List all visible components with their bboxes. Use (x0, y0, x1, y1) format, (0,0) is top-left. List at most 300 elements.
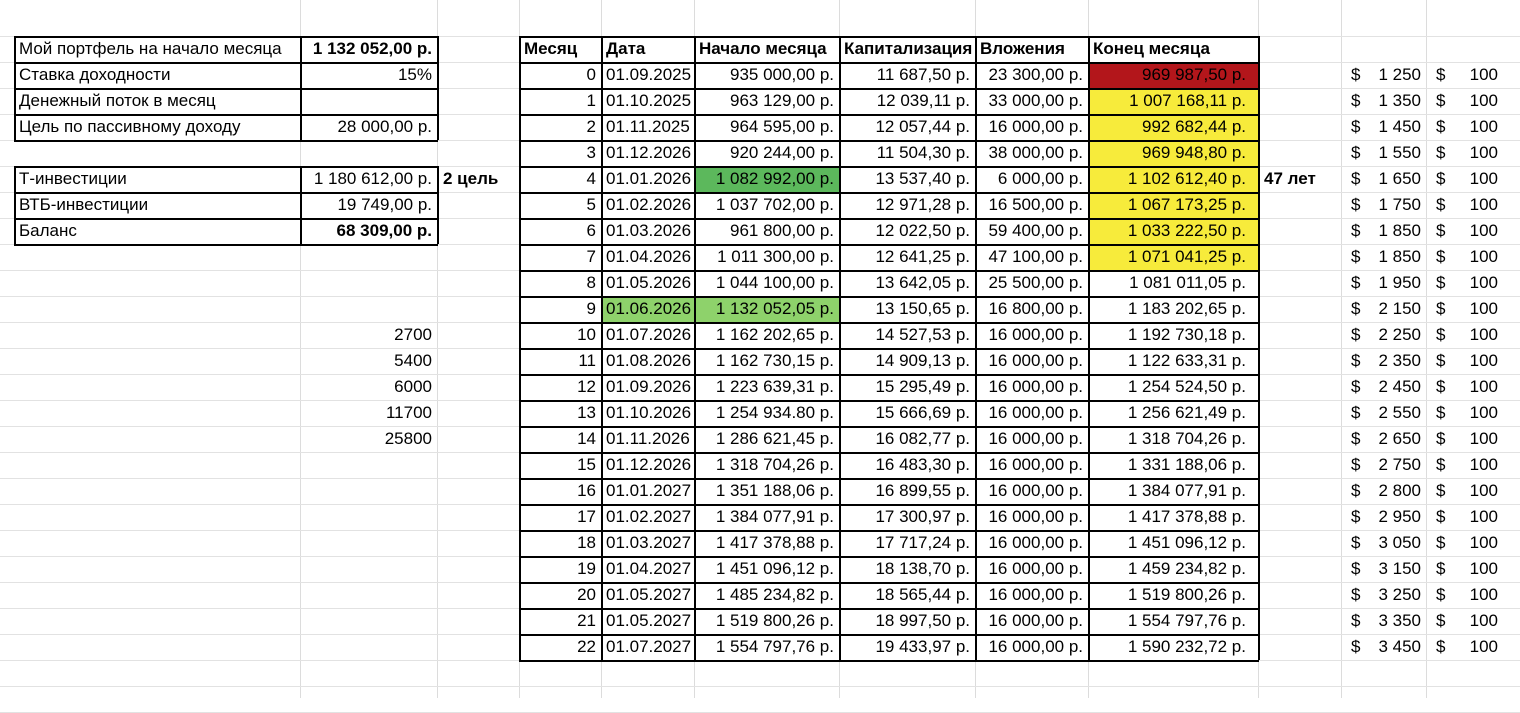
dollar-amount-2[interactable]: 100 (1469, 195, 1498, 214)
dollar-symbol[interactable]: $ (1351, 273, 1361, 292)
summary-label[interactable]: Мой портфель на начало месяца (19, 39, 282, 58)
dollar-symbol[interactable]: $ (1436, 533, 1446, 552)
table-cell-inv[interactable]: 16 000,00 р. (988, 611, 1083, 630)
table-cell-cap[interactable]: 17 717,24 р. (875, 533, 970, 552)
table-cell-inv[interactable]: 16 000,00 р. (988, 585, 1083, 604)
table-border (694, 36, 696, 660)
dollar-amount[interactable]: 3 450 (1378, 637, 1421, 656)
table-cell-cap[interactable]: 11 687,50 р. (876, 65, 970, 84)
table-cell-start[interactable]: 1 162 730,15 р. (715, 351, 834, 370)
summary-label[interactable]: Денежный поток в месяц (19, 91, 216, 110)
dollar-symbol[interactable]: $ (1436, 299, 1446, 318)
table-cell-cap[interactable]: 13 642,05 р. (875, 273, 970, 292)
dollar-amount[interactable]: 2 800 (1378, 481, 1421, 500)
dollar-symbol[interactable]: $ (1436, 507, 1446, 526)
dollar-amount[interactable]: 2 950 (1378, 507, 1421, 526)
dollar-symbol[interactable]: $ (1351, 299, 1361, 318)
table-cell-end[interactable]: 1 318 704,26 р. (1127, 429, 1246, 448)
table-border (519, 244, 1259, 246)
table-cell-cap[interactable]: 13 150,65 р. (875, 299, 970, 318)
dollar-amount-2[interactable]: 100 (1469, 611, 1498, 630)
table-cell-start[interactable]: 1 451 096,12 р. (715, 559, 834, 578)
table-cell-month[interactable]: 1 (586, 91, 596, 110)
dollar-symbol[interactable]: $ (1351, 117, 1361, 136)
dollar-symbol[interactable]: $ (1351, 637, 1361, 656)
column-header[interactable]: Месяц (524, 39, 578, 58)
table-cell-inv[interactable]: 38 000,00 р. (988, 143, 1083, 162)
table-border (519, 270, 1259, 272)
table-cell-date[interactable]: 01.05.2026 (606, 273, 692, 292)
dollar-amount[interactable]: 3 050 (1378, 533, 1421, 552)
table-cell-date[interactable]: 01.11.2025 (606, 117, 690, 136)
table-cell-start[interactable]: 1 223 639,31 р. (715, 377, 834, 396)
summary-label[interactable]: Цель по пассивному доходу (19, 117, 241, 136)
table-cell-end[interactable]: 1 033 222,50 р. (1088, 218, 1258, 244)
dollar-symbol[interactable]: $ (1436, 169, 1446, 188)
table-cell-inv[interactable]: 16 500,00 р. (988, 195, 1083, 214)
dollar-amount[interactable]: 1 650 (1378, 169, 1421, 188)
table-border (519, 36, 1259, 38)
dollar-amount-2[interactable]: 100 (1469, 169, 1498, 188)
table-cell-start[interactable]: 1 162 202,65 р. (715, 325, 834, 344)
table-cell-inv[interactable]: 33 000,00 р. (988, 91, 1083, 110)
table-border (519, 660, 1259, 662)
summary-value[interactable]: 15% (397, 65, 432, 84)
summary-value[interactable] (301, 88, 437, 114)
accounts-border (14, 166, 16, 244)
table-border (601, 36, 603, 660)
table-cell-month[interactable]: 16 (577, 481, 596, 500)
table-border (519, 530, 1259, 532)
dollar-amount[interactable]: 1 350 (1378, 91, 1421, 110)
table-cell-end[interactable]: 1 554 797,76 р. (1127, 611, 1246, 630)
dollar-symbol[interactable]: $ (1436, 91, 1446, 110)
table-cell-date[interactable]: 01.06.2026 (601, 296, 694, 322)
dollar-symbol[interactable]: $ (1436, 559, 1446, 578)
dollar-symbol[interactable]: $ (1351, 247, 1361, 266)
table-cell-start[interactable]: 1 417 378,88 р. (715, 533, 834, 552)
table-cell-end[interactable]: 1 122 633,31 р. (1127, 351, 1246, 370)
table-cell-cap[interactable]: 12 971,28 р. (875, 195, 970, 214)
table-cell-date[interactable]: 01.01.2026 (606, 169, 692, 188)
table-cell-start[interactable]: 1 132 052,05 р. (694, 296, 839, 322)
dollar-symbol[interactable]: $ (1351, 65, 1361, 84)
table-cell-start[interactable]: 1 254 934.80 р. (715, 403, 834, 422)
dollar-amount-2[interactable]: 100 (1469, 117, 1498, 136)
dollar-symbol[interactable]: $ (1351, 585, 1361, 604)
table-border (519, 608, 1259, 610)
table-cell-end[interactable]: 1 254 524,50 р. (1127, 377, 1246, 396)
table-cell-inv[interactable]: 16 000,00 р. (988, 377, 1083, 396)
dollar-amount-2[interactable]: 100 (1469, 455, 1498, 474)
table-cell-month[interactable]: 21 (577, 611, 596, 630)
table-cell-date[interactable]: 01.08.2026 (606, 351, 692, 370)
table-cell-month[interactable]: 3 (586, 143, 596, 162)
table-cell-inv[interactable]: 23 300,00 р. (988, 65, 1083, 84)
table-cell-start[interactable]: 1 044 100,00 р. (715, 273, 834, 292)
dollar-amount-2[interactable]: 100 (1469, 637, 1498, 656)
table-cell-month[interactable]: 6 (586, 221, 596, 240)
dollar-amount-2[interactable]: 100 (1469, 429, 1498, 448)
column-header[interactable]: Капитализация (844, 39, 973, 58)
table-border (519, 582, 1259, 584)
dollar-amount-2[interactable]: 100 (1469, 507, 1498, 526)
summary-value[interactable]: 28 000,00 р. (337, 117, 432, 136)
table-cell-inv[interactable]: 16 000,00 р. (988, 507, 1083, 526)
dollar-amount[interactable]: 2 750 (1378, 455, 1421, 474)
table-cell-date[interactable]: 01.02.2027 (606, 507, 692, 526)
account-label[interactable]: Баланс (19, 221, 77, 240)
dollar-amount-2[interactable]: 100 (1469, 481, 1498, 500)
table-cell-end[interactable]: 1 081 011,05 р. (1129, 273, 1246, 292)
dollar-amount[interactable]: 1 850 (1378, 247, 1421, 266)
dollar-amount-2[interactable]: 100 (1469, 91, 1498, 110)
table-cell-start[interactable]: 964 595,00 р. (730, 117, 834, 136)
table-cell-inv[interactable]: 16 000,00 р. (988, 117, 1083, 136)
dollar-symbol[interactable]: $ (1436, 481, 1446, 500)
table-cell-start[interactable]: 1 485 234,82 р. (715, 585, 834, 604)
dollar-amount[interactable]: 1 950 (1378, 273, 1421, 292)
dollar-symbol[interactable]: $ (1436, 273, 1446, 292)
table-border (519, 192, 1259, 194)
dollar-amount-2[interactable]: 100 (1469, 221, 1498, 240)
table-cell-month[interactable]: 17 (577, 507, 596, 526)
summary-border (14, 36, 16, 140)
dollar-amount-2[interactable]: 100 (1469, 377, 1498, 396)
dollar-amount-2[interactable]: 100 (1469, 65, 1498, 84)
table-border (519, 634, 1259, 636)
dollar-amount[interactable]: 1 450 (1378, 117, 1421, 136)
dollar-amount[interactable]: 2 250 (1378, 325, 1421, 344)
dollar-symbol[interactable]: $ (1351, 559, 1361, 578)
table-cell-date[interactable]: 01.10.2025 (606, 91, 692, 110)
table-cell-inv[interactable]: 16 000,00 р. (988, 455, 1083, 474)
table-cell-inv[interactable]: 59 400,00 р. (988, 221, 1083, 240)
table-cell-cap[interactable]: 16 483,30 р. (875, 455, 970, 474)
dollar-amount-2[interactable]: 100 (1469, 299, 1498, 318)
dollar-symbol[interactable]: $ (1351, 143, 1361, 162)
dollar-symbol[interactable]: $ (1436, 637, 1446, 656)
side-number[interactable]: 6000 (394, 377, 432, 396)
dollar-symbol[interactable]: $ (1351, 507, 1361, 526)
table-cell-date[interactable]: 01.12.2026 (606, 455, 692, 474)
column-header[interactable]: Дата (606, 39, 646, 58)
dollar-amount-2[interactable]: 100 (1469, 533, 1498, 552)
dollar-symbol[interactable]: $ (1351, 221, 1361, 240)
table-cell-inv[interactable]: 47 100,00 р. (988, 247, 1083, 266)
table-border (1088, 36, 1090, 660)
accounts-border (14, 192, 438, 194)
dollar-amount-2[interactable]: 100 (1469, 325, 1498, 344)
table-cell-date[interactable]: 01.01.2027 (606, 481, 692, 500)
table-cell-cap[interactable]: 16 082,77 р. (875, 429, 970, 448)
side-number[interactable]: 2700 (394, 325, 432, 344)
table-cell-month[interactable]: 19 (577, 559, 596, 578)
table-cell-inv[interactable]: 16 000,00 р. (988, 429, 1083, 448)
accounts-border (437, 166, 439, 244)
table-cell-month[interactable]: 4 (586, 169, 596, 188)
dollar-symbol[interactable]: $ (1351, 377, 1361, 396)
table-cell-end[interactable]: 969 948,80 р. (1088, 140, 1258, 166)
summary-border (14, 62, 438, 64)
table-cell-month[interactable]: 5 (586, 195, 596, 214)
table-cell-cap[interactable]: 12 039,11 р. (876, 91, 970, 110)
dollar-amount[interactable]: 1 750 (1378, 195, 1421, 214)
table-cell-inv[interactable]: 16 000,00 р. (988, 351, 1083, 370)
table-cell-start[interactable]: 1 384 077,91 р. (715, 507, 834, 526)
dollar-amount[interactable]: 2 350 (1378, 351, 1421, 370)
dollar-symbol[interactable]: $ (1351, 169, 1361, 188)
table-cell-date[interactable]: 01.03.2026 (606, 221, 692, 240)
column-header[interactable]: Вложения (980, 39, 1065, 58)
table-cell-date[interactable]: 01.07.2026 (606, 325, 692, 344)
dollar-symbol[interactable]: $ (1436, 455, 1446, 474)
table-cell-inv[interactable]: 16 000,00 р. (988, 481, 1083, 500)
table-border (519, 88, 1259, 90)
table-cell-date[interactable]: 01.12.2026 (606, 143, 692, 162)
table-cell-end[interactable]: 1 007 168,11 р. (1088, 88, 1258, 114)
summary-border (300, 36, 302, 140)
dollar-amount[interactable]: 3 350 (1378, 611, 1421, 630)
table-border (519, 62, 1259, 64)
table-cell-cap[interactable]: 18 997,50 р. (875, 611, 970, 630)
summary-border (14, 88, 438, 90)
summary-border (14, 114, 438, 116)
side-number[interactable]: 5400 (394, 351, 432, 370)
dollar-amount[interactable]: 1 250 (1378, 65, 1421, 84)
table-cell-month[interactable]: 8 (586, 273, 596, 292)
table-cell-date[interactable]: 01.05.2027 (606, 585, 692, 604)
table-cell-inv[interactable]: 16 000,00 р. (988, 403, 1083, 422)
dollar-amount[interactable]: 1 850 (1378, 221, 1421, 240)
table-cell-month[interactable]: 0 (586, 65, 596, 84)
table-cell-cap[interactable]: 17 300,97 р. (875, 507, 970, 526)
table-cell-end[interactable]: 1 590 232,72 р. (1127, 637, 1246, 656)
dollar-symbol[interactable]: $ (1351, 195, 1361, 214)
dollar-amount[interactable]: 3 250 (1378, 585, 1421, 604)
dollar-amount[interactable]: 3 150 (1378, 559, 1421, 578)
table-cell-cap[interactable]: 18 565,44 р. (875, 585, 970, 604)
table-cell-start[interactable]: 1 037 702,00 р. (715, 195, 834, 214)
column-header[interactable]: Конец месяца (1093, 39, 1210, 58)
dollar-symbol[interactable]: $ (1436, 403, 1446, 422)
table-cell-date[interactable]: 01.05.2027 (606, 611, 692, 630)
account-label[interactable]: ВТБ-инвестиции (19, 195, 149, 214)
table-cell-month[interactable]: 9 (586, 299, 596, 318)
table-cell-date[interactable]: 01.04.2027 (606, 559, 692, 578)
dollar-amount[interactable]: 2 450 (1378, 377, 1421, 396)
table-cell-cap[interactable]: 13 537,40 р. (875, 169, 970, 188)
account-label[interactable]: Т-инвестиции (19, 169, 127, 188)
table-cell-end[interactable]: 1 183 202,65 р. (1127, 299, 1246, 318)
table-cell-cap[interactable]: 15 666,69 р. (875, 403, 970, 422)
table-cell-start[interactable]: 1 318 704,26 р. (715, 455, 834, 474)
table-cell-start[interactable]: 1 286 621,45 р. (715, 429, 834, 448)
table-cell-cap[interactable]: 19 433,97 р. (875, 637, 970, 656)
table-cell-end[interactable]: 1 102 612,40 р. (1088, 166, 1258, 192)
dollar-symbol[interactable]: $ (1351, 325, 1361, 344)
table-cell-month[interactable]: 15 (577, 455, 596, 474)
table-border (519, 400, 1259, 402)
accounts-border (14, 244, 438, 246)
table-cell-inv[interactable]: 16 800,00 р. (988, 299, 1083, 318)
table-cell-cap[interactable]: 12 641,25 р. (875, 247, 970, 266)
dollar-symbol[interactable]: $ (1436, 611, 1446, 630)
table-cell-end[interactable]: 969 987,50 р. (1088, 62, 1258, 88)
goal-note[interactable]: 47 лет (1264, 169, 1316, 188)
table-cell-end[interactable]: 1 384 077,91 р. (1127, 481, 1246, 500)
dollar-symbol[interactable]: $ (1351, 533, 1361, 552)
table-cell-start[interactable]: 1 011 300,00 р. (717, 247, 834, 266)
dollar-amount[interactable]: 1 550 (1378, 143, 1421, 162)
summary-border (437, 36, 439, 140)
table-cell-month[interactable]: 2 (586, 117, 596, 136)
account-value[interactable]: 19 749,00 р. (337, 195, 432, 214)
dollar-symbol[interactable]: $ (1351, 351, 1361, 370)
table-cell-month[interactable]: 10 (577, 325, 596, 344)
table-cell-date[interactable]: 01.07.2027 (606, 637, 692, 656)
account-value[interactable]: 68 309,00 р. (336, 221, 432, 240)
dollar-symbol[interactable]: $ (1436, 143, 1446, 162)
table-cell-start[interactable]: 1 351 188,06 р. (715, 481, 834, 500)
dollar-amount-2[interactable]: 100 (1469, 351, 1498, 370)
table-cell-cap[interactable]: 16 899,55 р. (875, 481, 970, 500)
summary-value[interactable]: 1 132 052,00 р. (312, 39, 432, 58)
dollar-symbol[interactable]: $ (1436, 585, 1446, 604)
dollar-amount[interactable]: 2 150 (1378, 299, 1421, 318)
table-cell-start[interactable]: 1 554 797,76 р. (715, 637, 834, 656)
dollar-symbol[interactable]: $ (1436, 351, 1446, 370)
table-cell-cap[interactable]: 15 295,49 р. (875, 377, 970, 396)
table-cell-month[interactable]: 13 (577, 403, 596, 422)
dollar-symbol[interactable]: $ (1436, 117, 1446, 136)
table-border (519, 140, 1259, 142)
dollar-symbol[interactable]: $ (1351, 455, 1361, 474)
table-cell-date[interactable]: 01.09.2026 (606, 377, 692, 396)
side-number[interactable]: 25800 (384, 429, 432, 448)
table-cell-end[interactable]: 1 417 378,88 р. (1127, 507, 1246, 526)
side-number[interactable]: 11700 (385, 403, 432, 422)
table-cell-cap[interactable]: 11 504,30 р. (876, 143, 970, 162)
dollar-amount[interactable]: 2 650 (1378, 429, 1421, 448)
table-border (519, 218, 1259, 220)
table-border (519, 296, 1259, 298)
table-cell-start[interactable]: 961 800,00 р. (730, 221, 834, 240)
table-cell-month[interactable]: 12 (577, 377, 596, 396)
summary-label[interactable]: Ставка доходности (19, 65, 171, 84)
table-cell-start[interactable]: 935 000,00 р. (730, 65, 834, 84)
table-cell-month[interactable]: 22 (577, 637, 596, 656)
table-cell-inv[interactable]: 16 000,00 р. (988, 533, 1083, 552)
table-cell-month[interactable]: 18 (577, 533, 596, 552)
table-cell-inv[interactable]: 16 000,00 р. (988, 559, 1083, 578)
table-cell-start[interactable]: 920 244,00 р. (730, 143, 834, 162)
table-cell-start[interactable]: 1 519 800,26 р. (715, 611, 834, 630)
dollar-symbol[interactable]: $ (1351, 429, 1361, 448)
table-cell-end[interactable]: 1 519 800,26 р. (1127, 585, 1246, 604)
table-cell-inv[interactable]: 6 000,00 р. (997, 169, 1083, 188)
table-cell-end[interactable]: 1 067 173,25 р. (1088, 192, 1258, 218)
table-cell-month[interactable]: 11 (578, 351, 596, 370)
dollar-symbol[interactable]: $ (1351, 481, 1361, 500)
table-border (519, 478, 1259, 480)
dollar-amount-2[interactable]: 100 (1469, 559, 1498, 578)
table-cell-start[interactable]: 963 129,00 р. (730, 91, 834, 110)
table-cell-end[interactable]: 1 256 621,49 р. (1127, 403, 1246, 422)
table-cell-month[interactable]: 20 (577, 585, 596, 604)
account-note[interactable]: 2 цель (443, 169, 499, 188)
dollar-symbol[interactable]: $ (1351, 91, 1361, 110)
summary-border (14, 140, 438, 142)
table-cell-date[interactable]: 01.09.2025 (606, 65, 692, 84)
table-cell-end[interactable]: 1 331 188,06 р. (1127, 455, 1246, 474)
table-cell-end[interactable]: 1 451 096,12 р. (1127, 533, 1246, 552)
table-cell-cap[interactable]: 14 527,53 р. (875, 325, 970, 344)
table-cell-date[interactable]: 01.03.2027 (606, 533, 692, 552)
dollar-amount[interactable]: 2 550 (1378, 403, 1421, 422)
table-cell-date[interactable]: 01.02.2026 (606, 195, 692, 214)
table-cell-month[interactable]: 14 (577, 429, 596, 448)
dollar-symbol[interactable]: $ (1436, 377, 1446, 396)
table-cell-month[interactable]: 7 (586, 247, 596, 266)
table-cell-inv[interactable]: 16 000,00 р. (988, 637, 1083, 656)
table-cell-date[interactable]: 01.04.2026 (606, 247, 692, 266)
dollar-symbol[interactable]: $ (1436, 65, 1446, 84)
dollar-symbol[interactable]: $ (1436, 247, 1446, 266)
summary-border (14, 36, 438, 38)
dollar-amount-2[interactable]: 100 (1469, 143, 1498, 162)
table-border (519, 348, 1259, 350)
dollar-symbol[interactable]: $ (1436, 195, 1446, 214)
table-border (519, 322, 1259, 324)
table-border (975, 36, 977, 660)
dollar-amount-2[interactable]: 100 (1469, 403, 1498, 422)
table-cell-date[interactable]: 01.11.2026 (606, 429, 690, 448)
accounts-border (14, 166, 438, 168)
table-cell-inv[interactable]: 25 500,00 р. (988, 273, 1083, 292)
table-border (519, 114, 1259, 116)
dollar-symbol[interactable]: $ (1351, 403, 1361, 422)
table-border (519, 36, 521, 660)
table-border (519, 452, 1259, 454)
table-cell-end[interactable]: 1 071 041,25 р. (1088, 244, 1258, 270)
table-cell-cap[interactable]: 18 138,70 р. (875, 559, 970, 578)
table-border (519, 374, 1259, 376)
table-cell-end[interactable]: 1 192 730,18 р. (1127, 325, 1246, 344)
table-cell-inv[interactable]: 16 000,00 р. (988, 325, 1083, 344)
dollar-amount-2[interactable]: 100 (1469, 585, 1498, 604)
dollar-amount-2[interactable]: 100 (1469, 273, 1498, 292)
table-border (1258, 36, 1260, 660)
table-cell-start[interactable]: 1 082 992,00 р. (694, 166, 839, 192)
account-value[interactable]: 1 180 612,00 р. (313, 169, 432, 188)
table-border (839, 36, 841, 660)
dollar-symbol[interactable]: $ (1436, 429, 1446, 448)
accounts-border (300, 166, 302, 244)
column-header[interactable]: Начало месяца (699, 39, 827, 58)
table-cell-cap[interactable]: 14 909,13 р. (875, 351, 970, 370)
dollar-symbol[interactable]: $ (1436, 221, 1446, 240)
dollar-symbol[interactable]: $ (1351, 611, 1361, 630)
table-border (519, 556, 1259, 558)
table-cell-cap[interactable]: 12 022,50 р. (875, 221, 970, 240)
dollar-symbol[interactable]: $ (1436, 325, 1446, 344)
dollar-amount-2[interactable]: 100 (1469, 247, 1498, 266)
table-cell-end[interactable]: 1 459 234,82 р. (1127, 559, 1246, 578)
table-cell-date[interactable]: 01.10.2026 (606, 403, 692, 422)
table-cell-cap[interactable]: 12 057,44 р. (875, 117, 970, 136)
table-cell-end[interactable]: 992 682,44 р. (1088, 114, 1258, 140)
